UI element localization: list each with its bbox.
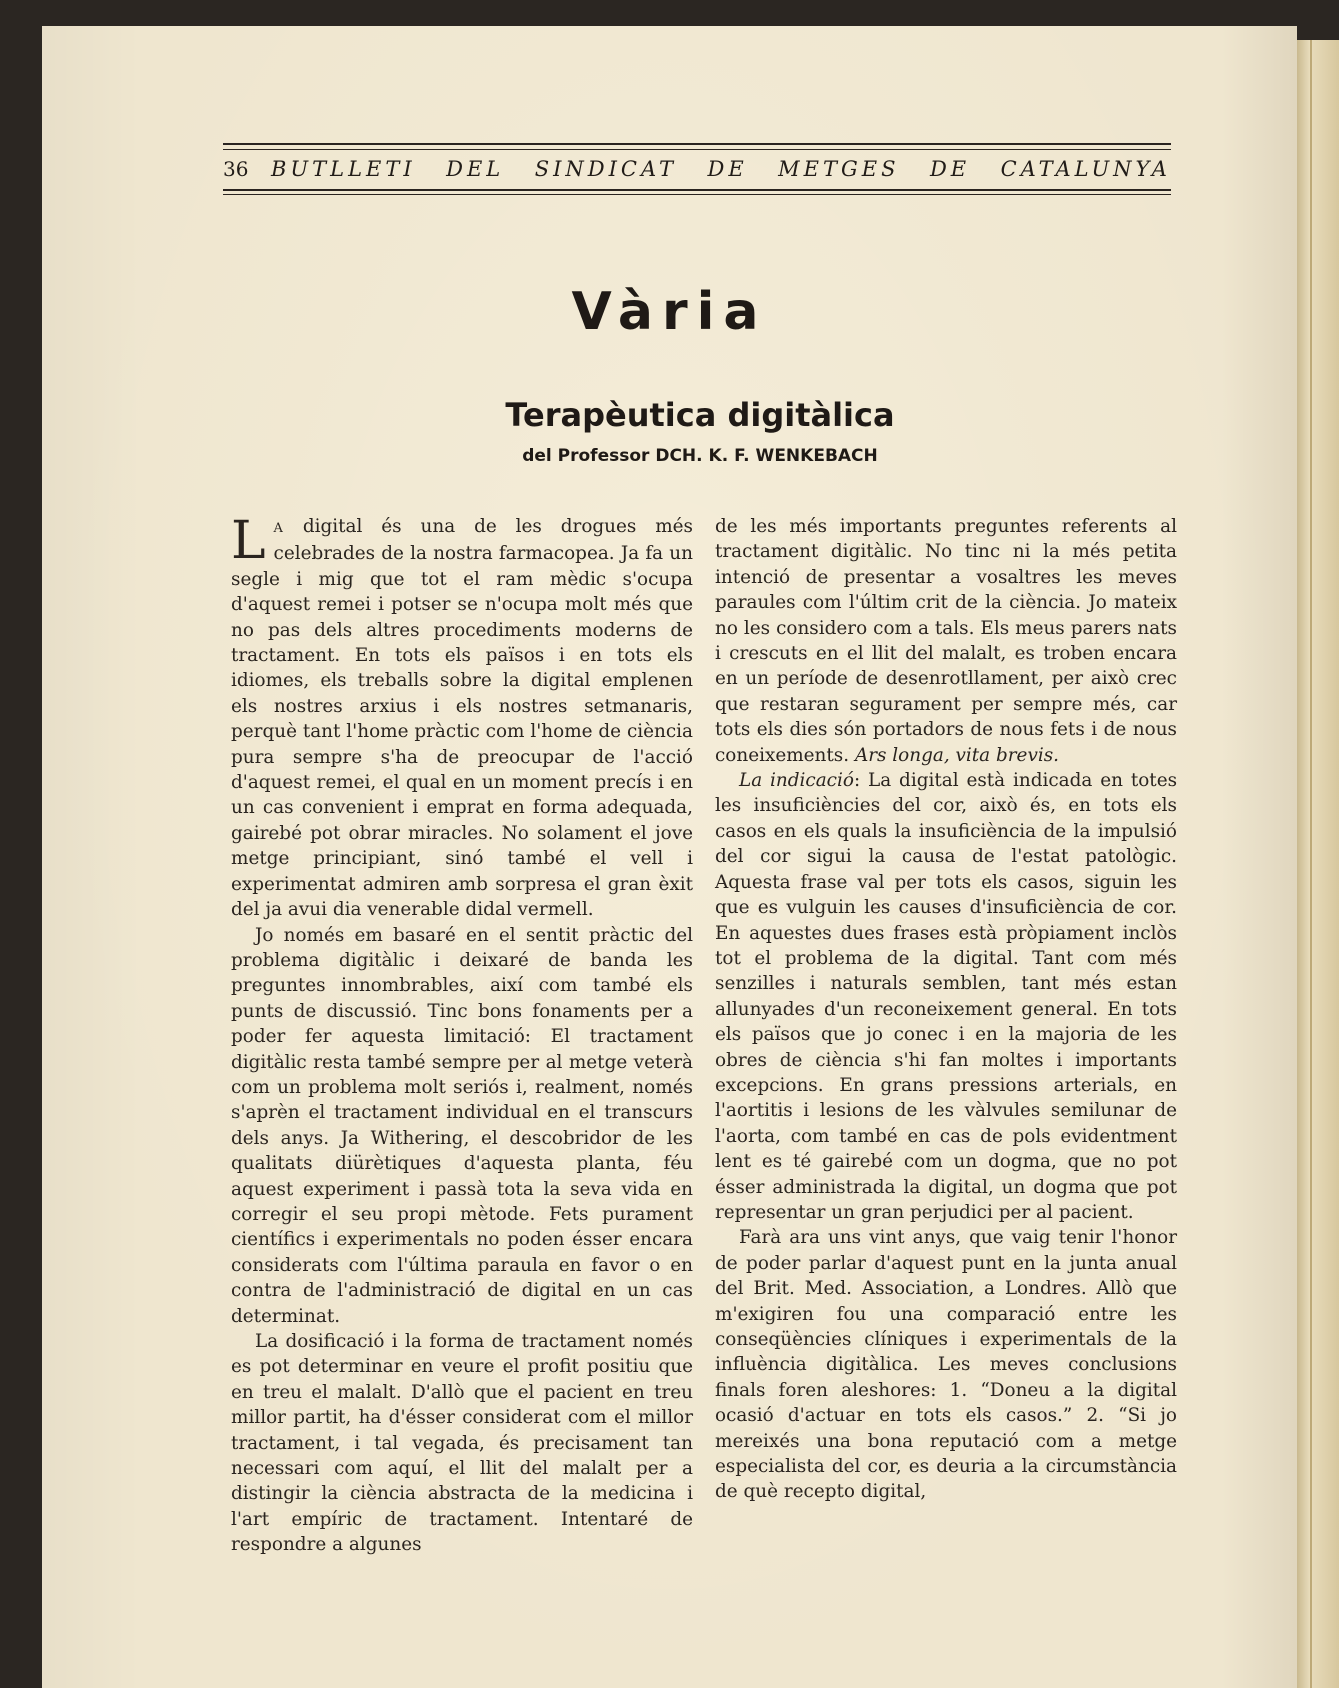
paragraph <box>715 768 1177 1225</box>
running-header <box>223 143 1171 199</box>
paragraph <box>231 511 693 923</box>
latin-quote: Ars longa, vita brevis. <box>854 744 1059 766</box>
header-line <box>223 154 1171 184</box>
page-number: 36 <box>223 157 249 181</box>
journal-title-word: DE <box>929 157 971 181</box>
paragraph: Jo només em basaré en el sentit pràctic del problema digitàlic i deixaré de banda les preguntes innombrables, així com també els punts de discussió. Tinc bons fonaments per a poder fer aquesta limitació: El tractament digitàlic resta també sempre per al metge veterà com un problema molt seriós i, realment, només s'aprèn el tractament individual en el transcurs dels anys. Ja Withering, el descobridor de les qualitats diürètiques d'aquesta planta, féu aquest experiment i passà tota la seva vida en corregir el seu propi mètode. Fets purament científics i experimentals no poden ésser encara considerats com l'última paraula en favor o en contra de l'administració de digital en un cas determinat. <box>231 924 693 1327</box>
journal-title-word: DEL <box>446 157 505 181</box>
subheading-indication: La indicació <box>739 770 854 792</box>
paragraph <box>715 514 1177 768</box>
header-rule-top <box>223 143 1171 145</box>
section-title: Vària <box>571 282 768 342</box>
journal-title-word: CATALUNYA <box>1000 157 1171 181</box>
header-rule-bottom <box>223 189 1171 191</box>
journal-title-word: DE <box>707 157 748 181</box>
paragraph: La dosificació i la forma de tractament només es pot determinar en veure el profit positiu que en treu el malalt. D'allò que el pacient en treu millor partit, ha d'ésser considerat com el millor tractament, i tal vegada, és precisament tan necessari com aquí, el llit del malalt per a distingir la ciència abstracta de la medicina i l'art empíric de tractament. Intentaré de respondre a algunes <box>231 1331 693 1556</box>
left-column <box>231 511 693 1558</box>
journal-title <box>271 157 1171 181</box>
article-byline: del Professor DCH. K. F. WENKEBACH <box>522 446 878 466</box>
paragraph: Farà ara uns vint anys, que vaig tenir l'honor de poder parlar d'aquest punt en la junta anual del Brit. Med. Association, a Londres. Allò que m'exigiren fou una comparació entre les conseqüències clíniques i experimentals de la influència digitàlica. Les meves conclusions finals foren aleshores: 1. “Doneu a la digital ocasió d'actuar en tots els casos.” 2. “Si jo mereixés una bona reputació com a metge especialista del cor, es deuria a la circumstància de què recepto digital, <box>715 1227 1177 1503</box>
drop-cap: L <box>231 511 266 571</box>
right-column <box>715 514 1177 1505</box>
article-title: Terapèutica digitàlica <box>505 396 895 434</box>
journal-title-word: BUTLLETI <box>271 157 416 181</box>
small-caps-text: A <box>273 521 284 536</box>
paragraph-text: de les més importants preguntes referents al tractament digitàlic. No tinc ni la més petita intenció de presentar a vosaltres les meves paraules com l'últim crit de la ciència. Jo mateix no les considero com a tals. Els meus parers nats i crescuts en el llit del malalt, es troben encara en un període de desenrotllament, per això crec que restaran segurament per sempre més, car tots els dies són portadors de nous fets i de nous coneixements. <box>715 516 1177 766</box>
paragraph-text: : La digital està indicada en totes les insuficiències del cor, això és, en tots els casos en els quals la insuficiència de la impulsió del cor sigui la causa de l'estat patològic. Aquesta frase val per tots els casos, siguin les que es vulguin les causes d'insuficiència de cor. En aquestes dues frases està pròpiament inclòs tot el problema de la digital. Tant com més senzilles i naturals semblen, tant més estan allunyades d'un reconeixement general. En tots els països que jo conec i en la majoria de les obres de ciència s'hi fan moltes i importants excepcions. En grans pressions arterials, en l'aortitis i lesions de les vàlvules semilunar de l'aorta, com també en cas de pols evidentment lent es té gairebé com un dogma, que no pot ésser administrada la digital, un dogma que pot representar un gran perjudici per al pacient. <box>715 770 1178 1223</box>
journal-title-word: METGES <box>778 157 900 181</box>
journal-title-word: SINDICAT <box>534 157 678 181</box>
paragraph-text: digital és una de les drogues més celebrades de la nostra farmacopea. Ja fa un segle i mig que tot el ram mèdic s'ocupa d'aquest remei i potser se n'ocupa molt més que no pas dels altres procediments moderns de tractament. En tots els països i en tots els idiomes, els treballs sobre la digital emplenen els nostres arxius i els nostres setmanaris, perquè tant l'home pràctic com l'home de ciència pura sempre s'ha de preocupar de l'acció d'aquest remei, el qual en un moment precís i en un cas convenient i emprat en forma adequada, gairebé pot obrar miracles. No solament el jove metge principiant, sinó també el vell i experimentat admiren amb sorpresa el gran èxit del ja avui dia venerable didal vermell. <box>231 516 693 921</box>
header-rule-bottom-thin <box>223 194 1171 195</box>
header-rule-top-thin <box>223 149 1171 150</box>
